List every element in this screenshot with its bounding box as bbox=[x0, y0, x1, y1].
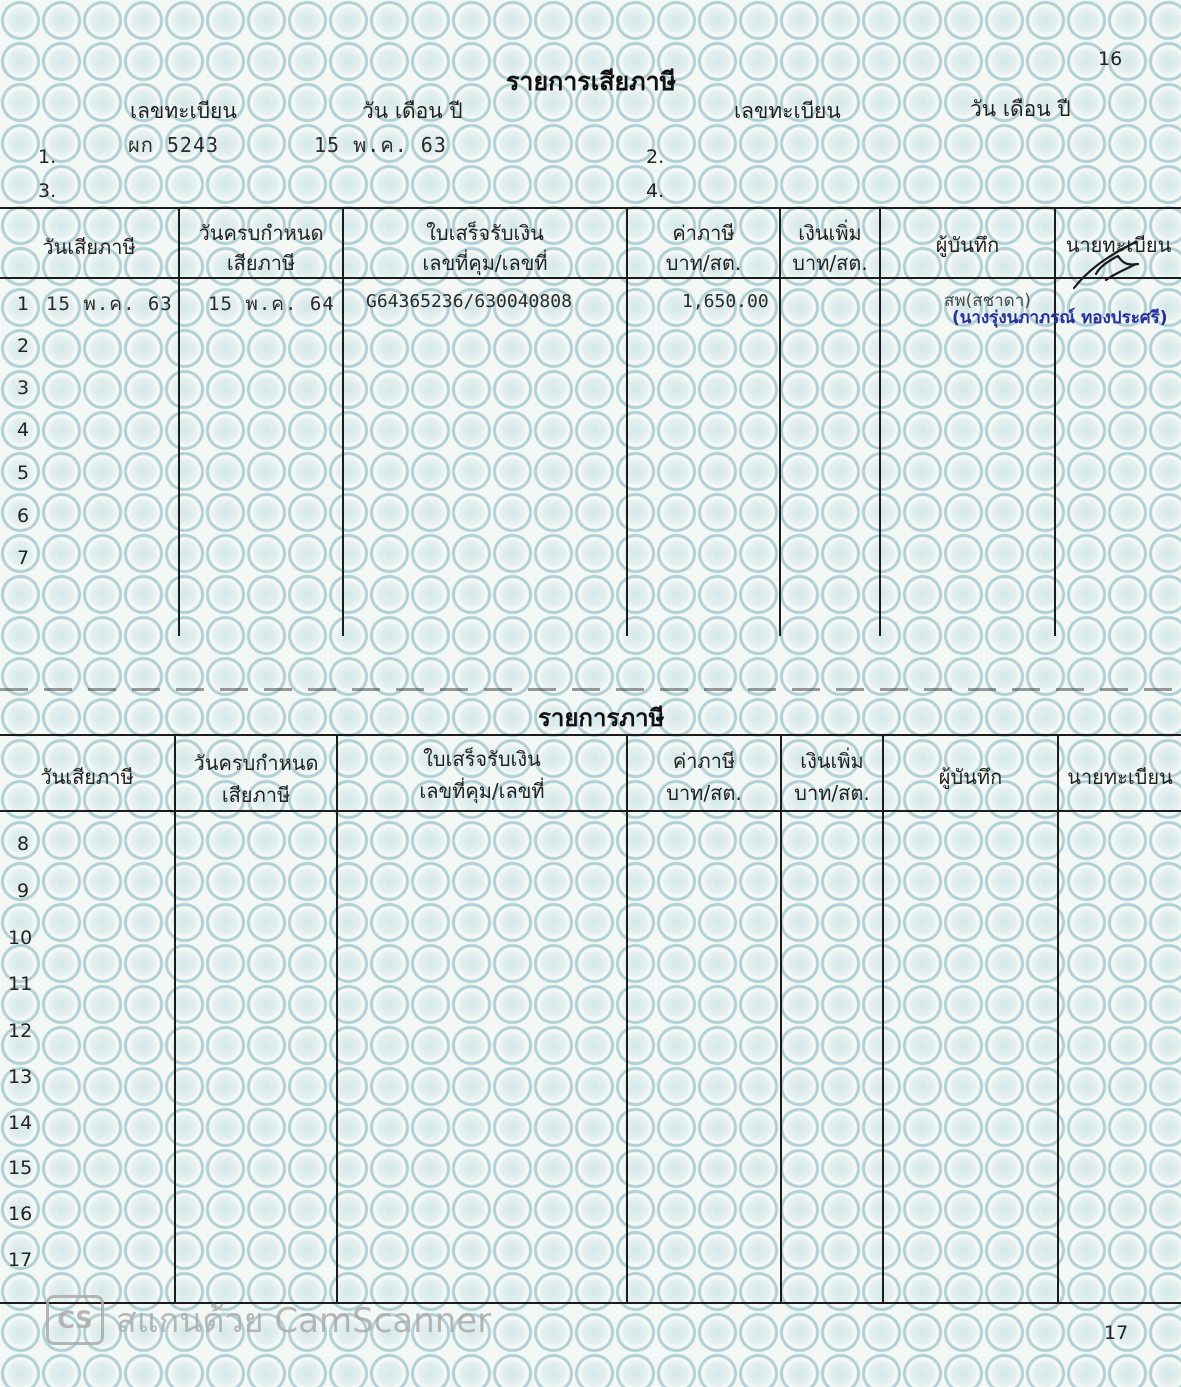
col-extra-line2: บาท/สต. bbox=[792, 251, 868, 275]
row1-recorder: สพ(สชาดา) bbox=[944, 291, 1031, 311]
col-due-date-line2: เสียภาษี bbox=[226, 251, 296, 275]
col-tax-amount-line1: ค่าภาษี bbox=[672, 749, 736, 773]
row-number: 9 bbox=[17, 880, 30, 902]
col-recorder: ผู้บันทึก bbox=[938, 765, 1003, 789]
row-number: 11 bbox=[8, 973, 33, 995]
plate-label-right: เลขทะเบียน bbox=[734, 99, 841, 123]
table2-top-border bbox=[0, 734, 1181, 736]
date-label-left: วัน เดือน ปี bbox=[362, 99, 463, 123]
col-receipt-line2: เลขที่คุม/เลขที่ bbox=[419, 779, 545, 803]
row-number: 14 bbox=[8, 1112, 33, 1134]
row-number: 8 bbox=[17, 833, 30, 855]
entry-1-plate: ผก 5243 bbox=[128, 133, 220, 157]
col-tax-amount-line1: ค่าภาษี bbox=[672, 221, 735, 245]
row1-due-date: 15 พ.ค. 64 bbox=[208, 293, 335, 315]
row-number: 16 bbox=[8, 1203, 33, 1225]
row-number: 12 bbox=[8, 1020, 33, 1042]
camscanner-text: สแกนด้วย CamScanner bbox=[116, 1301, 492, 1341]
page-divider bbox=[0, 688, 1181, 691]
row-number: 5 bbox=[17, 462, 30, 484]
page-number-top: 16 bbox=[1098, 48, 1123, 70]
table1-col-divider bbox=[879, 208, 881, 636]
col-receipt-line1: ใบเสร็จรับเงิน bbox=[426, 221, 544, 245]
page-number-bottom: 17 bbox=[1104, 1322, 1129, 1344]
table2-col-divider bbox=[626, 735, 628, 1303]
row-number: 17 bbox=[8, 1249, 33, 1271]
row-number: 15 bbox=[8, 1157, 33, 1179]
plate-label-left: เลขทะเบียน bbox=[130, 99, 237, 123]
row-number: 3 bbox=[17, 377, 30, 399]
camscanner-watermark bbox=[46, 1293, 491, 1347]
col-tax-date: วันเสียภาษี bbox=[42, 235, 136, 259]
col-tax-amount-line2: บาท/สต. bbox=[666, 781, 742, 805]
col-extra-line1: เงินเพิ่ม bbox=[798, 221, 862, 245]
table1-col-divider bbox=[1054, 208, 1056, 636]
table2-col-divider bbox=[174, 735, 176, 1303]
entry-1-number: 1. bbox=[38, 146, 57, 168]
table2-col-divider bbox=[336, 735, 338, 1303]
col-tax-date: วันเสียภาษี bbox=[40, 765, 134, 789]
row1-tax-amount: 1,650.00 bbox=[682, 291, 769, 312]
row1-tax-date: 15 พ.ค. 63 bbox=[46, 293, 173, 315]
row-number: 4 bbox=[17, 419, 30, 441]
tax-payment-title: รายการเสียภาษี bbox=[506, 67, 677, 96]
col-recorder: ผู้บันทึก bbox=[935, 233, 1000, 257]
col-due-date-line2: เสียภาษี bbox=[221, 783, 291, 807]
col-extra-line1: เงินเพิ่ม bbox=[800, 749, 864, 773]
entry-1-date: 15 พ.ค. 63 bbox=[314, 133, 447, 157]
col-registrar: นายทะเบียน bbox=[1067, 765, 1173, 789]
registrar-signature-icon bbox=[1066, 236, 1156, 296]
col-extra-line2: บาท/สต. bbox=[794, 781, 870, 805]
entry-4-number: 4. bbox=[646, 180, 665, 202]
row-number: 13 bbox=[8, 1066, 33, 1088]
table2-col-divider bbox=[1057, 735, 1059, 1303]
row-number: 2 bbox=[17, 335, 30, 357]
col-due-date-line1: วันครบกำหนด bbox=[193, 751, 319, 775]
table2-col-divider bbox=[882, 735, 884, 1303]
row-number: 7 bbox=[17, 547, 30, 569]
table2-col-divider bbox=[780, 735, 782, 1303]
date-label-right: วัน เดือน ปี bbox=[970, 97, 1071, 121]
row-number: 6 bbox=[17, 505, 30, 527]
entry-2-number: 2. bbox=[646, 146, 665, 168]
row-number: 10 bbox=[8, 927, 33, 949]
col-tax-amount-line2: บาท/สต. bbox=[665, 251, 742, 275]
entry-3-number: 3. bbox=[38, 180, 57, 202]
col-receipt-line2: เลขที่คุม/เลขที่ bbox=[422, 251, 548, 275]
row1-recorder-name-stamp: (นางรุ่งนภาภรณ์ ทองประศรี) bbox=[952, 308, 1168, 328]
col-due-date-line1: วันครบกำหนด bbox=[198, 221, 324, 245]
camscanner-logo-icon: CS bbox=[46, 1295, 104, 1345]
row-number: 1 bbox=[17, 293, 30, 315]
col-registrar: นายทะเบียน bbox=[1065, 233, 1172, 257]
table2-header-border bbox=[0, 810, 1181, 812]
col-receipt-line1: ใบเสร็จรับเงิน bbox=[423, 747, 541, 771]
row1-receipt: G64365236/630040808 bbox=[366, 291, 572, 312]
tax-list-title: รายการภาษี bbox=[538, 704, 665, 732]
